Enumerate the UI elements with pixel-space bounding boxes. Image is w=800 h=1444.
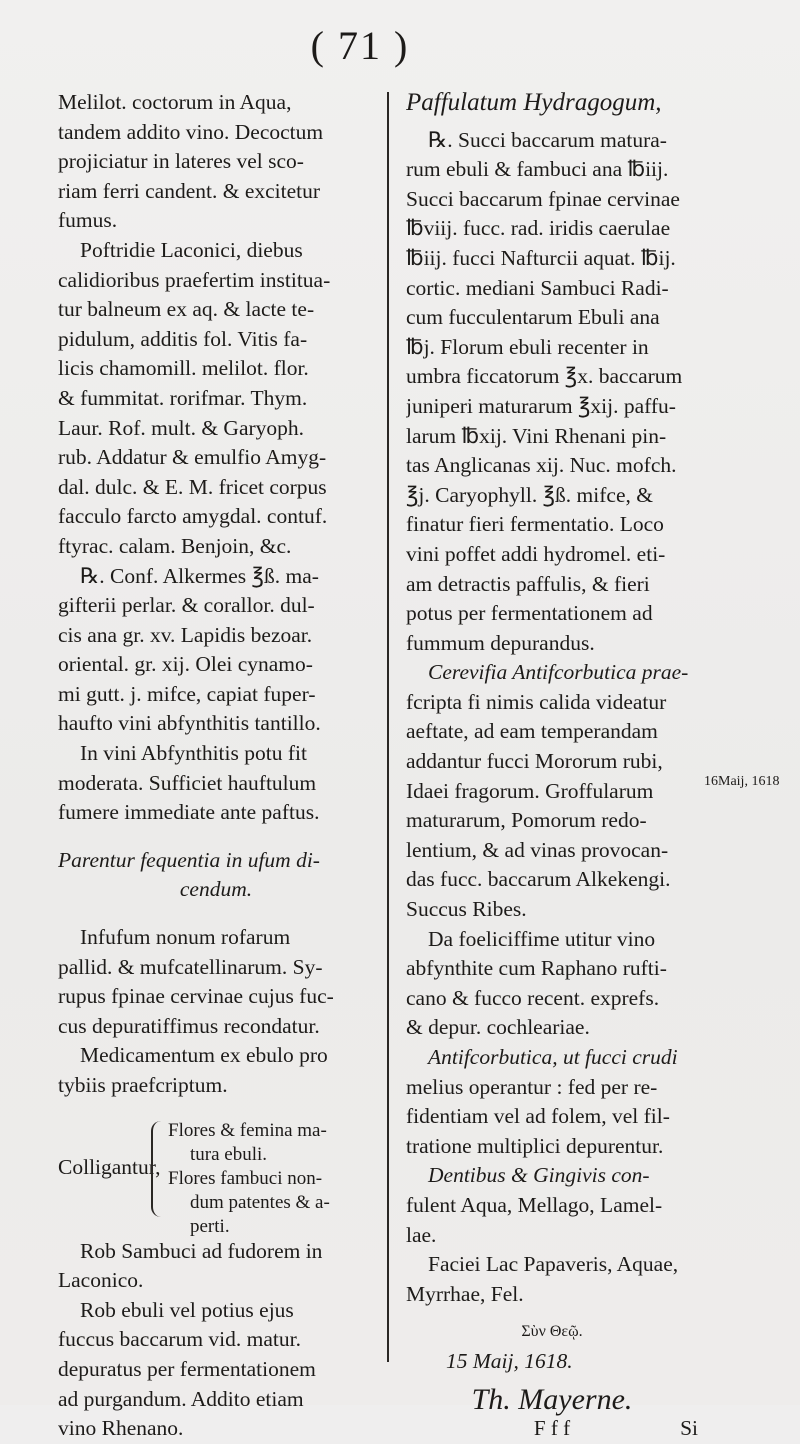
text-line: Poftridie Laconici, diebus xyxy=(80,237,303,262)
paragraph-paffulatum xyxy=(406,126,698,659)
brace-item: dum patentes & a- xyxy=(190,1191,330,1213)
text-line: Melilot. coctorum in Aqua, xyxy=(58,90,292,114)
text-line: tybiis praefcriptum. xyxy=(58,1073,228,1097)
spacer xyxy=(58,828,374,846)
text-line: lentium, & ad vinas provocan- xyxy=(406,837,669,862)
paragraph-cerevisia xyxy=(406,658,698,924)
signature: Th. Mayerne. xyxy=(471,1382,633,1416)
text-line: Infufum nonum rofarum xyxy=(80,925,291,950)
text-line: aeftate, ad eam temperandam xyxy=(406,719,658,744)
text-line: fuccus baccarum vid. matur. xyxy=(58,1327,301,1352)
right-heading: Paffulatum Hydragogum, xyxy=(406,89,662,116)
text-line: lae. xyxy=(406,1222,437,1247)
text-line: & fummitat. rorifmar. Thym. xyxy=(58,385,308,410)
text-line: am detractis paffulis, & fieri xyxy=(406,571,650,596)
text-line: ℔viij. fucc. rad. iridis caerulae xyxy=(406,216,671,241)
brace-label: Colligantur, xyxy=(58,1154,161,1179)
text-line: ℞. Conf. Alkermes ℥ß. ma- xyxy=(80,563,319,588)
text-line: rum ebuli & fambuci ana ℔iij. xyxy=(406,157,669,182)
text-line: vini poffet addi hydromel. eti- xyxy=(406,541,666,566)
text-line: dal. dulc. & E. M. fricet corpus xyxy=(58,474,327,499)
text-line: maturarum, Pomorum redo- xyxy=(406,808,647,833)
spacer xyxy=(58,905,374,923)
brace-list xyxy=(58,1119,374,1237)
text-line: depuratus per fermentationem xyxy=(58,1356,316,1381)
text-line: mi gutt. j. mifce, capiat fuper- xyxy=(58,681,316,706)
paragraph-dentibus xyxy=(406,1161,698,1250)
text-line: Rob Sambuci ad fudorem in xyxy=(80,1238,323,1263)
text-line: Antifcorbutica, ut fucci crudi xyxy=(428,1045,678,1069)
catchword: Si xyxy=(680,1416,698,1441)
heading-line: cendum. xyxy=(179,877,253,902)
paragraph-recipe-alkermes xyxy=(58,562,374,828)
brace-item: Flores fambuci non- xyxy=(168,1167,323,1189)
text-line: ftyrac. calam. Benjoin, &c. xyxy=(58,533,292,558)
text-line: larum ℔xij. Vini Rhenani pin- xyxy=(406,423,667,448)
paragraph-antiscorbutica xyxy=(406,1043,698,1161)
text-line: cus depuratiffimus recondatur. xyxy=(58,1013,320,1038)
text-line: Succi baccarum fpinae cervinae xyxy=(406,186,680,211)
text-line: fummum depurandus. xyxy=(406,630,595,655)
text-line: vino Rhenano. xyxy=(58,1416,184,1441)
paragraph-decoction xyxy=(58,88,374,236)
text-line: fumus. xyxy=(58,208,118,233)
text-line: ℔j. Florum ebuli recenter in xyxy=(406,334,649,359)
brace-icon xyxy=(151,1121,167,1217)
text-line: rub. Addatur & emulfio Amyg- xyxy=(58,445,327,470)
paragraph-rob-sambuci xyxy=(58,1237,374,1296)
text-line: cano & fucco recent. exprefs. xyxy=(406,985,660,1010)
heading-line: Parentur fequentia in ufum di- xyxy=(58,847,320,872)
text-line: fulent Aqua, Mellago, Lamel- xyxy=(406,1192,663,1217)
text-line: Da foeliciffime utitur vino xyxy=(428,926,656,951)
text-line: projiciatur in lateres vel sco- xyxy=(58,149,304,174)
brace-item: perti. xyxy=(190,1215,230,1237)
text-line: ad purgandum. Addito etiam xyxy=(58,1386,304,1411)
text-line: Rob ebuli vel potius ejus xyxy=(80,1297,294,1322)
text-line: ℥j. Caryophyll. ℥ß. mifce, & xyxy=(406,482,653,507)
column-divider xyxy=(387,92,389,1362)
brace-item: tura ebuli. xyxy=(190,1143,268,1165)
text-line: Succus Ribes. xyxy=(406,897,527,922)
text-line: cum fucculentarum Ebuli ana xyxy=(406,305,660,330)
signature-mark: F f f xyxy=(533,1416,571,1441)
paragraph-vinum-absynthites xyxy=(406,925,698,1043)
paragraph-infusum xyxy=(58,923,374,1101)
page-number: ( 71 ) xyxy=(310,23,410,68)
text-line: & depur. cochleariae. xyxy=(406,1015,590,1040)
text-line: cis ana gr. xv. Lapidis bezoar. xyxy=(58,622,313,647)
text-line: fumere immediate ante paftus. xyxy=(58,800,320,825)
left-column xyxy=(58,88,374,1444)
signature-block xyxy=(406,1317,698,1443)
text-line: facculo farcto amygdal. contuf. xyxy=(58,504,328,529)
paragraph-balneum xyxy=(58,236,374,562)
text-line: In vini Abfynthitis potu fit xyxy=(80,741,307,766)
text-line: juniperi maturarum ℥xij. paffu- xyxy=(406,393,676,418)
brace-item: Flores & femina ma- xyxy=(168,1119,327,1141)
spacer xyxy=(406,1309,698,1317)
text-line: licis chamomill. melilot. flor. xyxy=(58,356,309,381)
text-line: melius operantur : fed per re- xyxy=(406,1074,658,1099)
text-line: Myrrhae, Fel. xyxy=(406,1281,524,1306)
paragraph-rob-ebuli xyxy=(58,1296,374,1444)
section-heading xyxy=(58,846,374,905)
date-line: 15 Maij, 1618. xyxy=(446,1348,573,1373)
spacer xyxy=(58,1101,374,1119)
text-line: pidulum, additis fol. Vitis fa- xyxy=(58,326,308,351)
text-line: tas Anglicanas xij. Nuc. mofch. xyxy=(406,453,677,478)
marginal-note: 16Maij, 1618 xyxy=(704,774,780,789)
text-line: Idaei fragorum. Groffularum xyxy=(406,778,654,803)
text-line: ℞. Succi baccarum matura- xyxy=(428,127,667,152)
text-line: Laur. Rof. mult. & Garyoph. xyxy=(58,415,305,440)
text-line: umbra ficcatorum ℥x. baccarum xyxy=(406,364,683,389)
text-line: abfynthite cum Raphano rufti- xyxy=(406,956,667,981)
text-line: Dentibus & Gingivis con- xyxy=(428,1163,650,1188)
text-line: fidentiam vel ad folem, vel fil- xyxy=(406,1104,670,1129)
text-line: Laconico. xyxy=(58,1268,144,1293)
text-line: das fucc. baccarum Alkekengi. xyxy=(406,867,671,892)
text-line: Medicamentum ex ebulo pro xyxy=(80,1043,328,1068)
greek-motto: Σὺν Θεῷ. xyxy=(521,1323,583,1341)
paragraph-faciei xyxy=(406,1250,698,1309)
text-line: tur balneum ex aq. & lacte te- xyxy=(58,297,315,322)
text-line: tratione multiplici depurentur. xyxy=(406,1133,664,1158)
text-line: potus per fermentationem ad xyxy=(406,601,653,626)
text-line: haufto vini abfynthitis tantillo. xyxy=(58,711,321,736)
text-line: tandem addito vino. Decoctum xyxy=(58,119,324,144)
text-line: calidioribus praefertim institua- xyxy=(58,267,331,292)
text-line: fcripta fi nimis calida videatur xyxy=(406,689,667,714)
brace-items xyxy=(168,1119,330,1239)
text-line: moderata. Sufficiet hauftulum xyxy=(58,770,317,795)
spacer xyxy=(406,118,698,126)
text-line: finatur fieri fermentatio. Loco xyxy=(406,512,664,537)
text-line: addantur fucci Mororum rubi, xyxy=(406,749,663,774)
text-line: rupus fpinae cervinae cujus fuc- xyxy=(58,984,334,1009)
text-line: Faciei Lac Papaveris, Aquae, xyxy=(428,1252,679,1277)
text-line: cortic. mediani Sambuci Radi- xyxy=(406,275,669,300)
text-line: Cerevifia Antifcorbutica prae- xyxy=(428,660,689,685)
right-column xyxy=(406,88,698,1444)
text-line: ℔iij. fucci Nafturcii aquat. ℔ij. xyxy=(406,245,676,270)
text-line: oriental. gr. xij. Olei cynamo- xyxy=(58,652,313,677)
text-line: gifterii perlar. & corallor. dul- xyxy=(58,593,315,618)
text-line: riam ferri candent. & excitetur xyxy=(58,178,321,203)
text-line: pallid. & mufcatellinarum. Sy- xyxy=(58,954,323,979)
